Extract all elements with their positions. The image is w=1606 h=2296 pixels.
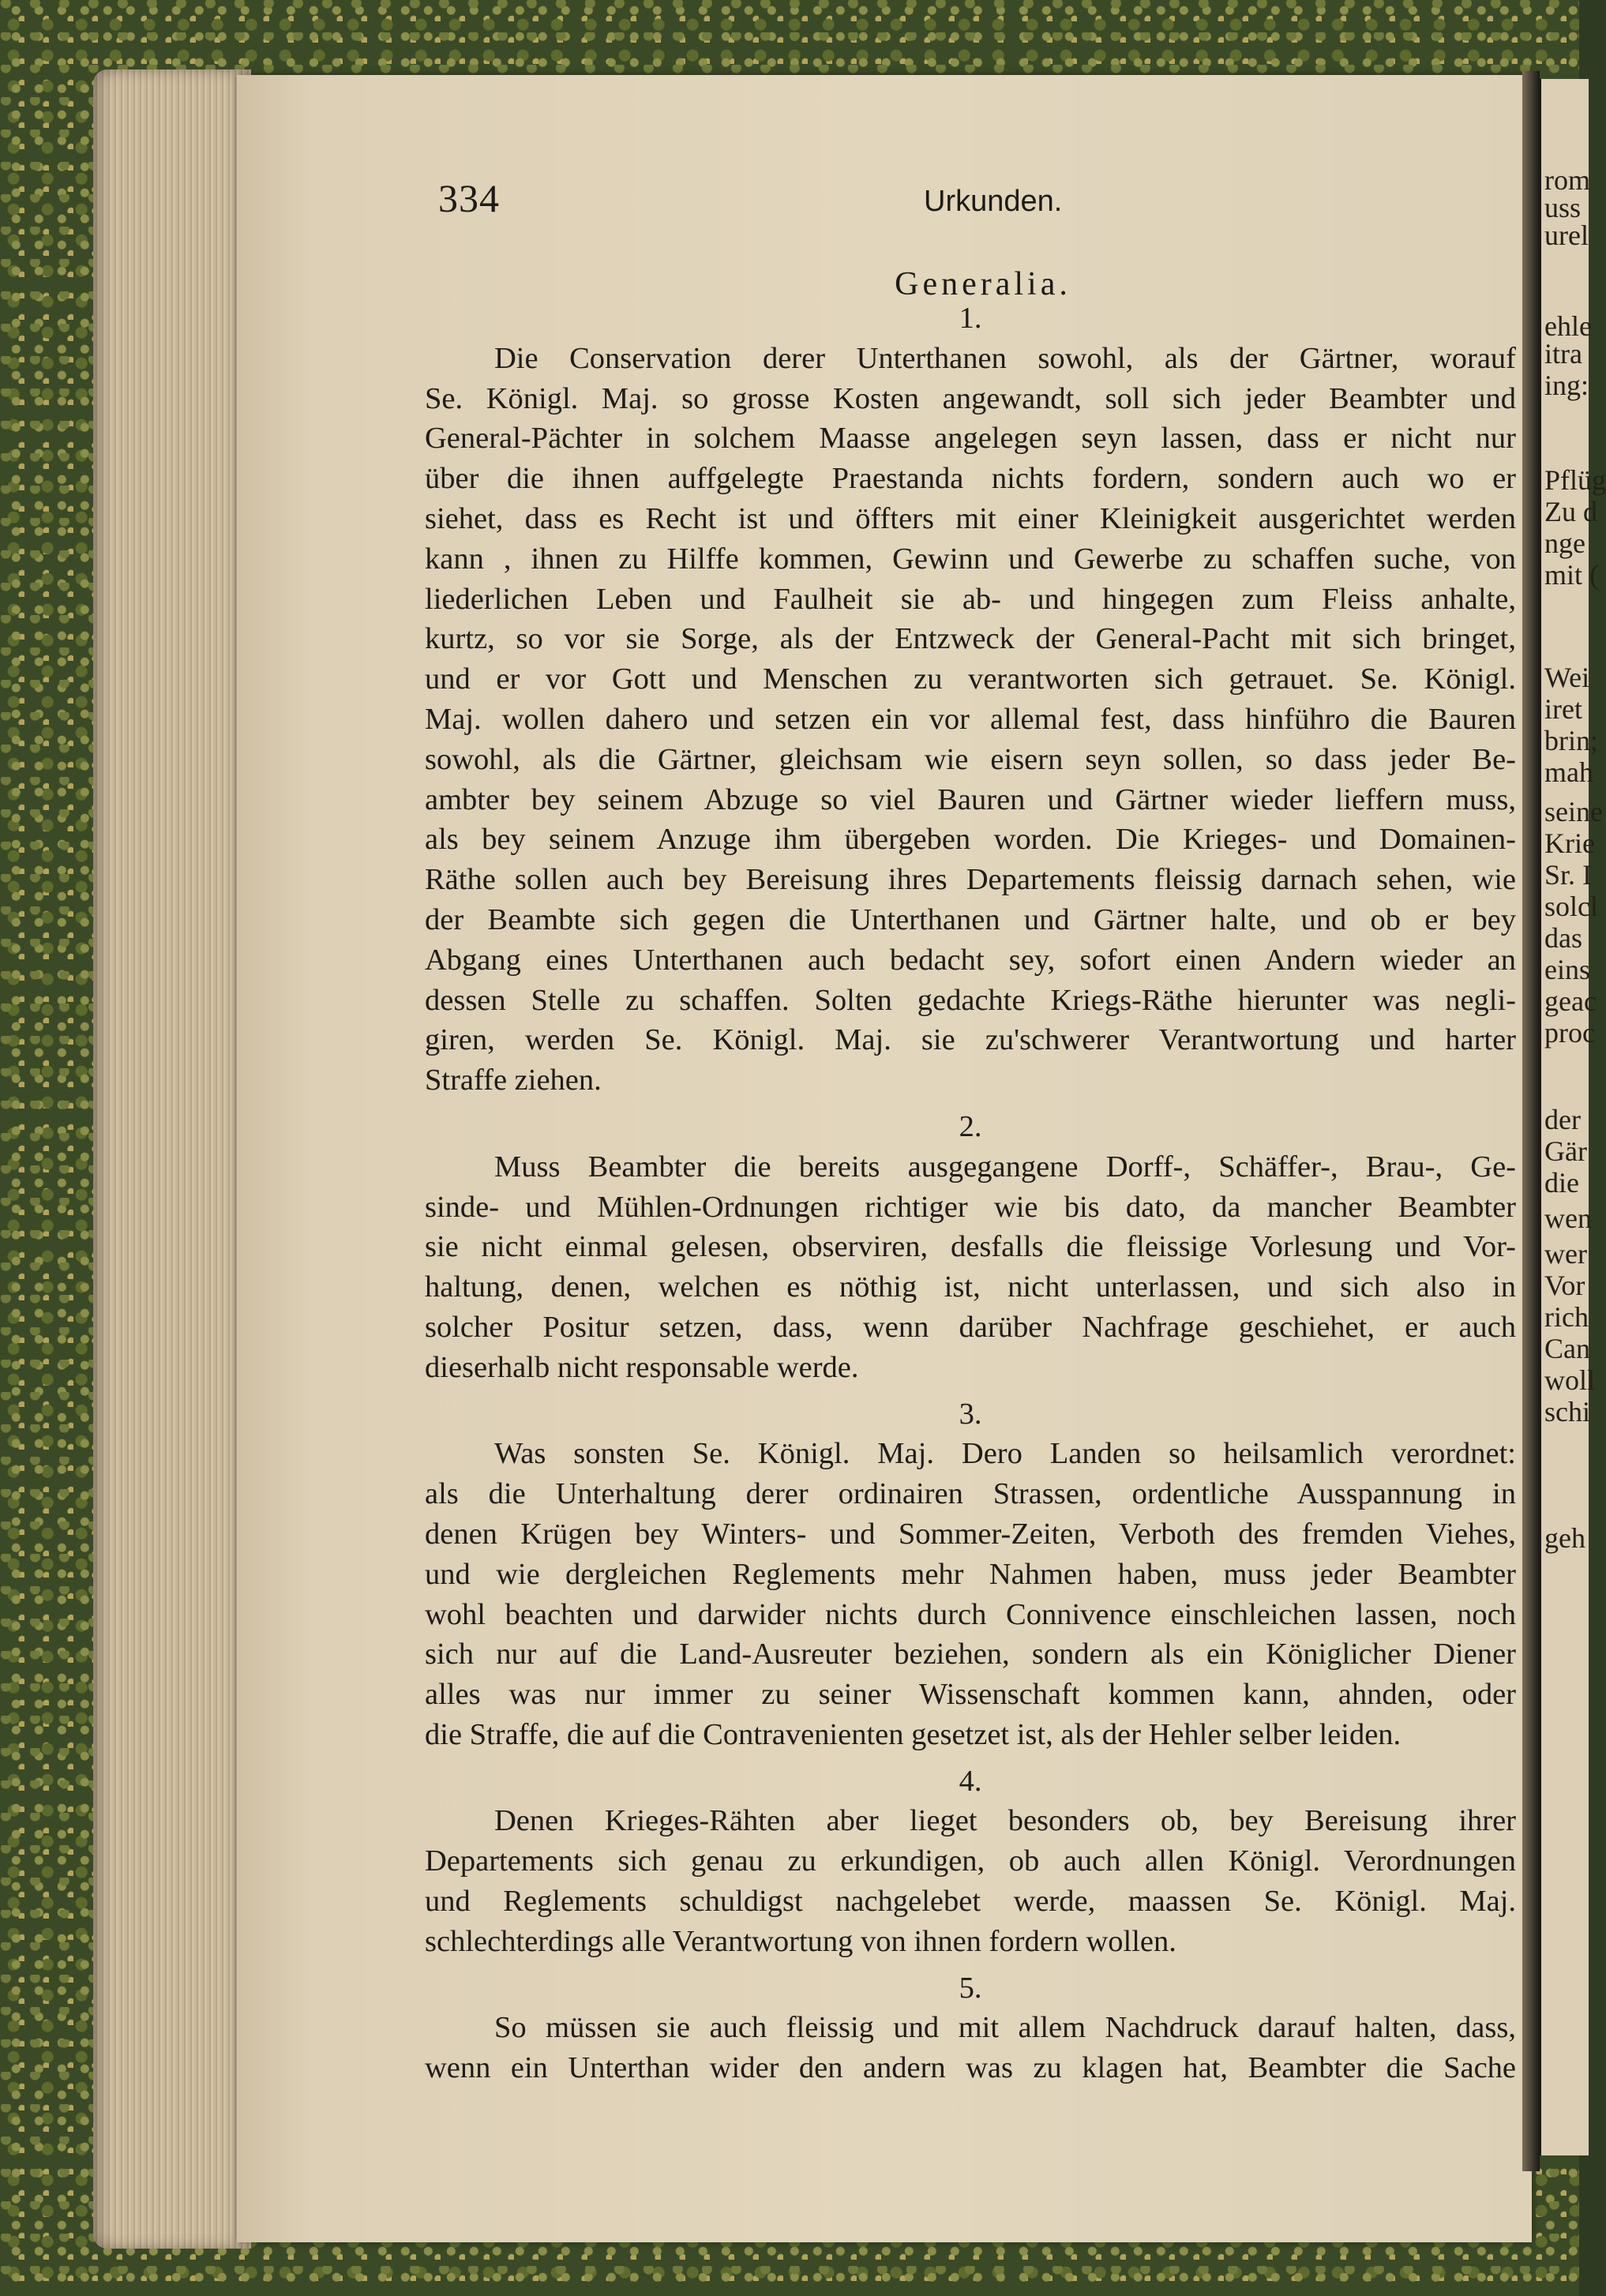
text-line: und Reglements schuldigst nachgelebet werde, maassen Se. Königl. Maj.	[425, 1885, 1516, 1919]
facing-page-fragment: Krie	[1544, 827, 1595, 859]
text-line: Departements sich genau zu erkundigen, ob auch allen Königl. Verordnungen	[425, 1844, 1516, 1878]
text-line: sowohl, als die Gärtner, gleichsam wie eisern seyn sollen, so dass jeder Be-	[425, 742, 1516, 776]
page-edges-stack	[93, 69, 251, 2249]
facing-page-fragment: nge	[1544, 527, 1585, 559]
text-line: und wie dergleichen Reglements mehr Nahmen haben, muss jeder Beambter	[425, 1557, 1516, 1591]
facing-page-fragment: Gär	[1544, 1135, 1587, 1167]
facing-page-fragment: eins	[1544, 954, 1590, 985]
text-line: sie nicht einmal gelesen, observiren, desfalls die fleissige Vorlesung und Vor-	[425, 1230, 1516, 1264]
text-line: Abgang eines Unterthanen auch bedacht sey, sofort einen Andern wieder an	[425, 943, 1516, 977]
book-gutter	[1522, 71, 1540, 2171]
facing-page-fragment: geh	[1544, 1522, 1585, 1554]
text-line: haltung, denen, welchen es nöthig ist, nicht unterlassen, und sich also in	[425, 1270, 1516, 1304]
page-number: 334	[438, 176, 500, 220]
facing-page-fragment: geac	[1544, 985, 1597, 1017]
section-number: 5.	[959, 1971, 982, 2005]
facing-page-fragment: urel	[1544, 219, 1589, 251]
facing-page	[1538, 79, 1606, 2155]
text-line: kurtz, so vor sie Sorge, als der Entzweck der General-Pacht mit sich bringet,	[425, 622, 1516, 656]
facing-page-fragment: der	[1544, 1104, 1581, 1135]
facing-page-fragment: uss	[1544, 192, 1582, 223]
facing-page-fragment: Zu d	[1544, 496, 1597, 527]
text-line: Muss Beambter die bereits ausgegangene Dorff-, Schäffer-, Brau-, Ge-	[494, 1150, 1516, 1184]
text-line: wohl beachten und darwider nichts durch Connivence einschleichen lassen, noch	[425, 1597, 1516, 1631]
text-line: als bey seinem Anzuge ihm übergeben worden. Die Krieges- und Domainen-	[425, 823, 1516, 857]
facing-page-fragment: Wei	[1544, 662, 1590, 693]
text-line: und er vor Gott und Menschen zu verantworten sich getrauet. Se. Königl.	[425, 662, 1516, 696]
facing-page-fragment: wen	[1544, 1202, 1592, 1234]
text-line: Maj. wollen dahero und setzen ein vor allemal fest, dass hinführo die Bauren	[425, 702, 1516, 736]
text-body	[425, 298, 1516, 2088]
section-number: 4.	[959, 1764, 982, 1798]
text-line: Die Conservation derer Unterthanen sowohl, als der Gärtner, worauf	[494, 341, 1516, 375]
facing-page-fragment: rom	[1544, 164, 1590, 196]
text-line: die Straffe, die auf die Contravenienten gesetzet ist, als der Hehler selber leiden.	[425, 1717, 1401, 1751]
text-line: General-Pächter in solchem Maasse angelegen seyn lassen, dass er nicht nur	[425, 422, 1516, 456]
text-line: der Beambte sich gegen die Unterthanen und Gärtner halte, und ob er bey	[425, 902, 1516, 936]
facing-page-fragment: seine	[1544, 796, 1603, 827]
text-line: wenn ein Unterthan wider den andern was zu klagen hat, Beambter die Sache	[425, 2051, 1516, 2085]
facing-page-fragment: ing:	[1544, 370, 1589, 401]
facing-page-fragment: ehle	[1544, 310, 1592, 342]
facing-page-fragment: mit (	[1544, 559, 1599, 591]
text-line: Denen Krieges-Rähten aber lieget besonders ob, bey Bereisung ihrer	[494, 1804, 1516, 1838]
facing-page-fragment: Vor	[1544, 1270, 1585, 1301]
text-line: alles was nur immer zu seiner Wissenschaft kommen kann, ahnden, oder	[425, 1678, 1516, 1712]
text-line: über die ihnen auffgelegte Praestanda nichts fordern, sondern auch wo er	[425, 462, 1516, 496]
section-number: 3.	[959, 1397, 982, 1431]
facing-page-fragment: das	[1544, 922, 1582, 954]
text-line: liederlichen Leben und Faulheit sie ab- und hingegen zum Fleiss anhalte,	[425, 582, 1516, 616]
facing-page-fragment: solcl	[1544, 891, 1598, 922]
text-line: kann , ihnen zu Hilffe kommen, Gewinn und Gewerbe zu schaffen suche, von	[425, 542, 1516, 576]
facing-page-fragment: wer	[1544, 1238, 1587, 1270]
text-line: dieserhalb nicht responsable werde.	[425, 1350, 859, 1384]
facing-page-fragment: woll	[1544, 1364, 1596, 1396]
facing-page-fragment: proc	[1544, 1017, 1595, 1049]
facing-page-fragment: iret	[1544, 693, 1582, 725]
text-line: denen Krügen bey Winters- und Sommer-Zeiten, Verboth des fremden Viehes,	[425, 1517, 1516, 1551]
text-line: sich nur auf die Land-Ausreuter beziehen, sondern als ein Königlicher Diener	[425, 1638, 1516, 1671]
text-line: Straffe ziehen.	[425, 1064, 602, 1097]
facing-page-fragment: mah	[1544, 756, 1593, 788]
facing-page-fragment: schi	[1544, 1396, 1590, 1427]
text-line: als die Unterhaltung derer ordinairen Strassen, ordentliche Ausspannung in	[425, 1477, 1516, 1511]
text-line: schlechterdings alle Verantwortung von ihnen fordern wollen.	[425, 1924, 1176, 1958]
text-line: solcher Positur setzen, dass, wenn darüber Nachfrage geschiehet, er auch	[425, 1310, 1516, 1344]
text-line: Se. Königl. Maj. so grosse Kosten angewandt, soll sich jeder Beambter und	[425, 381, 1516, 415]
facing-page-fragment: rich	[1544, 1301, 1589, 1333]
section-number: 1.	[959, 302, 982, 335]
text-line: Räthe sollen auch bey Bereisung ihres Departements fleissig darnach sehen, wie	[425, 863, 1516, 897]
text-line: giren, werden Se. Königl. Maj. sie zu'schwerer Verantwortung und harter	[425, 1023, 1516, 1057]
section-heading: Generalia.	[895, 266, 1071, 302]
text-line: ambter bey seinem Abzuge so viel Bauren und Gärtner wieder lieffern muss,	[425, 782, 1516, 816]
facing-page-fragment: brin;	[1544, 725, 1598, 756]
page-header	[438, 175, 1528, 223]
facing-page-fragment: Sr. I	[1544, 859, 1593, 891]
running-title: Urkunden.	[924, 185, 1063, 218]
text-line: siehet, dass es Recht ist und öffters mit einer Kleinigkeit ausgerichtet werden	[425, 501, 1516, 535]
facing-page-fragment: die	[1544, 1167, 1579, 1199]
facing-page-fragment: Can	[1544, 1333, 1590, 1364]
facing-page-fragment: Pflüg	[1544, 464, 1606, 496]
text-line: So müssen sie auch fleissig und mit allem Nachdruck darauf halten, dass,	[494, 2011, 1516, 2045]
section-number: 2.	[959, 1109, 982, 1143]
text-line: sinde- und Mühlen-Ordnungen richtiger wie bis dato, da mancher Beambter	[425, 1190, 1516, 1224]
text-line: dessen Stelle zu schaffen. Solten gedachte Kriegs-Räthe hierunter was negli-	[425, 983, 1516, 1017]
facing-page-fragment: itra	[1544, 338, 1582, 370]
text-line: Was sonsten Se. Königl. Maj. Dero Landen so heilsamlich verordnet:	[494, 1437, 1516, 1471]
